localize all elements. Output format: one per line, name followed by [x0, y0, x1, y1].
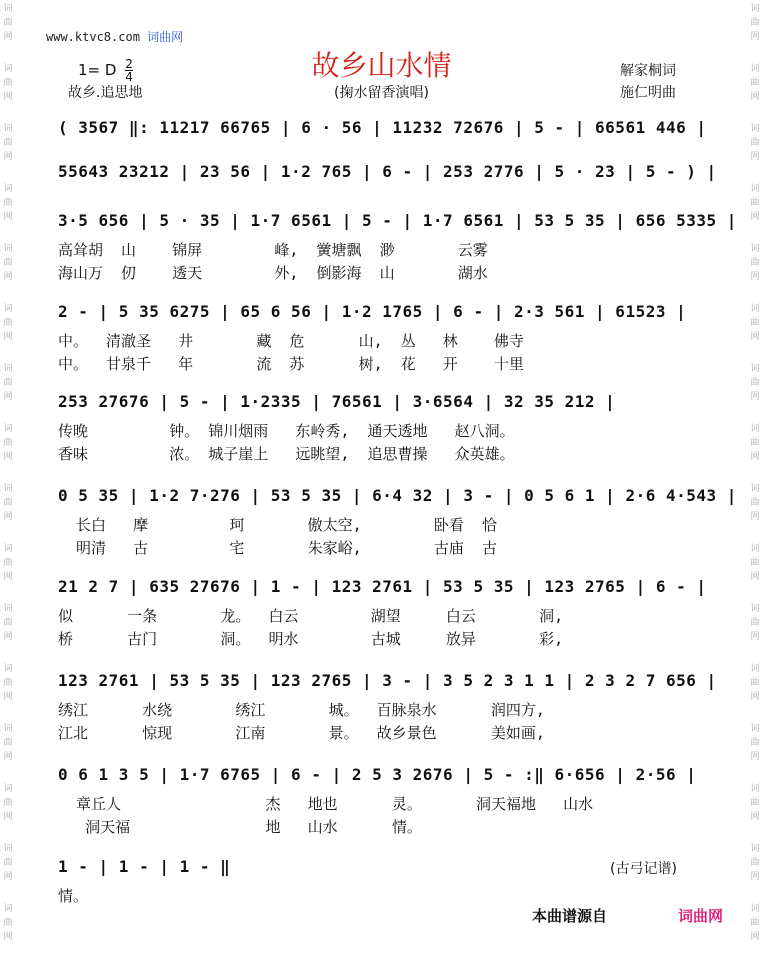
watermark-glyph: 词 — [750, 724, 760, 734]
watermark-glyph: 网 — [750, 152, 760, 162]
watermark-glyph: 词 — [750, 544, 760, 554]
watermark-glyph: 曲 — [3, 738, 13, 748]
watermark-glyph: 词 — [750, 844, 760, 854]
lyric-verse-1: 长白 摩 珂 傲太空, 卧看 恰 — [58, 516, 497, 534]
site-url[interactable]: www.ktvc8.com — [46, 30, 140, 44]
watermark-glyph: 曲 — [750, 798, 760, 808]
notation-line: 2 - | 5 35 6275 | 65 6 56 | 1·2 1765 | 6 - | 2·3 561 | 61523 | — [58, 302, 687, 321]
lyric-verse-2: 江北 惊现 江南 景。 故乡景色 美如画, — [58, 724, 545, 742]
watermark-glyph: 词 — [750, 784, 760, 794]
watermark-glyph: 网 — [750, 752, 760, 762]
lyric-verse-1: 似 一条 龙。 白云 湖望 白云 洞, — [58, 607, 564, 625]
watermark-glyph: 曲 — [3, 858, 13, 868]
watermark-glyph: 网 — [750, 452, 760, 462]
watermark-glyph: 网 — [750, 632, 760, 642]
watermark-glyph: 词 — [750, 64, 760, 74]
lyric-verse-2: 桥 古门 洞。 明水 古城 放异 彩, — [58, 630, 564, 648]
watermark-glyph: 词 — [3, 124, 13, 134]
lyric-verse-1: 高耸胡 山 锦屏 峰, 黉塘飘 渺 云雾 — [58, 241, 488, 259]
watermark-glyph: 词 — [3, 724, 13, 734]
watermark-glyph: 曲 — [750, 438, 760, 448]
watermark-glyph: 网 — [3, 392, 13, 402]
watermark-glyph: 曲 — [750, 198, 760, 208]
notation-line: 1 - | 1 - | 1 - ‖ — [58, 857, 231, 876]
watermark-glyph: 曲 — [750, 78, 760, 88]
notation-line: 123 2761 | 53 5 35 | 123 2765 | 3 - | 3 5 2 3 1 1 | 2 3 2 7 656 | — [58, 671, 717, 690]
watermark-glyph: 曲 — [3, 78, 13, 88]
lyric-verse-2: 海山万 仞 透天 外, 倒影海 山 湖水 — [58, 264, 488, 282]
watermark-glyph: 网 — [3, 872, 13, 882]
watermark-glyph: 词 — [3, 4, 13, 14]
lyric-verse-1: 情。 — [58, 887, 89, 905]
watermark-glyph: 词 — [750, 664, 760, 674]
notation-line: 0 6 1 3 5 | 1·7 6765 | 6 - | 2 5 3 2676 | 5 - :‖ 6·656 | 2·56 | — [58, 765, 697, 784]
watermark-glyph: 词 — [3, 904, 13, 914]
watermark-glyph: 网 — [750, 32, 760, 42]
lyric-verse-2: 明清 古 宅 朱家峪, 古庙 古 — [58, 539, 497, 557]
watermark-glyph: 词 — [3, 184, 13, 194]
watermark-glyph: 网 — [3, 272, 13, 282]
watermark-glyph: 网 — [3, 152, 13, 162]
watermark-glyph: 词 — [3, 604, 13, 614]
watermark-glyph: 曲 — [3, 618, 13, 628]
watermark-glyph: 曲 — [750, 498, 760, 508]
watermark-glyph: 网 — [3, 332, 13, 342]
watermark-glyph: 词 — [750, 604, 760, 614]
watermark-glyph: 网 — [3, 812, 13, 822]
watermark-glyph: 网 — [3, 932, 13, 942]
watermark-glyph: 网 — [750, 212, 760, 222]
watermark-glyph: 词 — [750, 184, 760, 194]
watermark-glyph: 网 — [3, 512, 13, 522]
watermark-glyph: 网 — [3, 692, 13, 702]
notation-line: 253 27676 | 5 - | 1·2335 | 76561 | 3·6564 | 32 35 212 | — [58, 392, 616, 411]
watermark-glyph: 曲 — [750, 318, 760, 328]
lyric-verse-2: 洞天福 地 山水 情。 — [58, 818, 422, 836]
watermark-glyph: 曲 — [3, 198, 13, 208]
right-watermark-strip — [747, 0, 763, 959]
watermark-glyph: 网 — [750, 272, 760, 282]
watermark-glyph: 曲 — [750, 678, 760, 688]
watermark-glyph: 网 — [750, 512, 760, 522]
watermark-glyph: 词 — [3, 484, 13, 494]
watermark-glyph: 网 — [3, 92, 13, 102]
transcriber-note: (古弓记谱) — [610, 861, 677, 877]
watermark-glyph: 曲 — [3, 558, 13, 568]
watermark-glyph: 曲 — [750, 558, 760, 568]
notation-line: ( 3567 ‖: 11217 66765 | 6 · 56 | 11232 72676 | 5 - | 66561 446 | — [58, 118, 707, 137]
site-header — [46, 28, 183, 45]
notation-line: 3·5 656 | 5 · 35 | 1·7 6561 | 5 - | 1·7 6561 | 53 5 35 | 656 5335 | — [58, 211, 737, 230]
lyric-verse-1: 绣江 水绕 绣江 城。 百脉泉水 润四方, — [58, 701, 545, 719]
lyric-verse-2: 香味 浓。 城子崖上 远眺望, 追思曹操 众英雄。 — [58, 445, 515, 463]
time-signature-numerator: 2 — [125, 57, 133, 71]
composer-credit: 施仁明曲 — [620, 85, 676, 101]
watermark-glyph: 曲 — [3, 438, 13, 448]
watermark-glyph: 曲 — [750, 918, 760, 928]
watermark-glyph: 词 — [750, 364, 760, 374]
watermark-glyph: 网 — [3, 572, 13, 582]
watermark-glyph: 网 — [750, 332, 760, 342]
watermark-glyph: 曲 — [3, 918, 13, 928]
subtitle-left: 故乡.追思地 — [68, 85, 143, 101]
watermark-glyph: 网 — [3, 452, 13, 462]
watermark-glyph: 网 — [750, 692, 760, 702]
lyric-verse-1: 中。 清澈圣 井 藏 危 山, 丛 林 佛寺 — [58, 332, 524, 350]
watermark-glyph: 曲 — [3, 378, 13, 388]
watermark-glyph: 词 — [3, 844, 13, 854]
key-label: 1= D — [78, 61, 117, 79]
watermark-glyph: 词 — [750, 484, 760, 494]
notation-line: 0 5 35 | 1·2 7·276 | 53 5 35 | 6·4 32 | 3 - | 0 5 6 1 | 2·6 4·543 | — [58, 486, 737, 505]
time-signature-denominator: 4 — [125, 70, 133, 84]
left-watermark-strip — [0, 0, 16, 959]
watermark-glyph: 词 — [3, 64, 13, 74]
song-title: 故乡山水情 — [311, 49, 452, 82]
watermark-glyph: 曲 — [3, 798, 13, 808]
watermark-glyph: 网 — [3, 632, 13, 642]
lyric-verse-2: 中。 甘泉千 年 流 苏 树, 花 开 十里 — [58, 355, 524, 373]
performer-note: (掬水留香演唱) — [334, 85, 429, 101]
watermark-glyph: 曲 — [3, 498, 13, 508]
watermark-glyph: 网 — [750, 392, 760, 402]
time-signature — [125, 58, 133, 83]
watermark-glyph: 网 — [3, 752, 13, 762]
lyricist-credit: 解家桐词 — [620, 63, 676, 79]
watermark-glyph: 网 — [750, 932, 760, 942]
watermark-glyph: 词 — [750, 904, 760, 914]
watermark-glyph: 曲 — [750, 378, 760, 388]
watermark-glyph: 曲 — [3, 258, 13, 268]
watermark-glyph: 曲 — [750, 618, 760, 628]
lyric-verse-1: 章丘人 杰 地也 灵。 洞天福地 山水 — [58, 795, 594, 813]
watermark-glyph: 曲 — [3, 18, 13, 28]
watermark-glyph: 网 — [3, 212, 13, 222]
watermark-glyph: 词 — [750, 244, 760, 254]
watermark-glyph: 网 — [3, 32, 13, 42]
watermark-glyph: 词 — [3, 244, 13, 254]
watermark-glyph: 网 — [750, 572, 760, 582]
watermark-glyph: 曲 — [750, 738, 760, 748]
notation-line: 55643 23212 | 23 56 | 1·2 765 | 6 - | 253 2776 | 5 · 23 | 5 - ) | — [58, 162, 717, 181]
watermark-glyph: 曲 — [750, 18, 760, 28]
key-signature — [78, 58, 133, 83]
site-name[interactable]: 词曲网 — [147, 30, 184, 44]
lyric-verse-1: 传晚 钟。 锦川烟雨 东岭秀, 通天透地 赵八洞。 — [58, 422, 515, 440]
watermark-glyph: 网 — [750, 812, 760, 822]
watermark-glyph: 词 — [3, 664, 13, 674]
watermark-glyph: 词 — [3, 304, 13, 314]
watermark-glyph: 曲 — [3, 318, 13, 328]
watermark-glyph: 曲 — [3, 678, 13, 688]
notation-line: 21 2 7 | 635 27676 | 1 - | 123 2761 | 53 5 35 | 123 2765 | 6 - | — [58, 577, 707, 596]
watermark-glyph: 词 — [3, 544, 13, 554]
watermark-glyph: 词 — [3, 364, 13, 374]
watermark-glyph: 词 — [3, 424, 13, 434]
watermark-glyph: 曲 — [3, 138, 13, 148]
watermark-glyph: 词 — [750, 4, 760, 14]
source-label: 本曲谱源自 — [532, 907, 608, 925]
watermark-glyph: 曲 — [750, 858, 760, 868]
watermark-glyph: 词 — [750, 304, 760, 314]
watermark-glyph: 词 — [750, 424, 760, 434]
watermark-glyph: 网 — [750, 872, 760, 882]
watermark-glyph: 曲 — [750, 138, 760, 148]
watermark-glyph: 词 — [3, 784, 13, 794]
watermark-glyph: 词 — [750, 124, 760, 134]
watermark-glyph: 网 — [750, 92, 760, 102]
source-brand-link[interactable]: 词曲网 — [678, 907, 724, 925]
watermark-glyph: 曲 — [750, 258, 760, 268]
